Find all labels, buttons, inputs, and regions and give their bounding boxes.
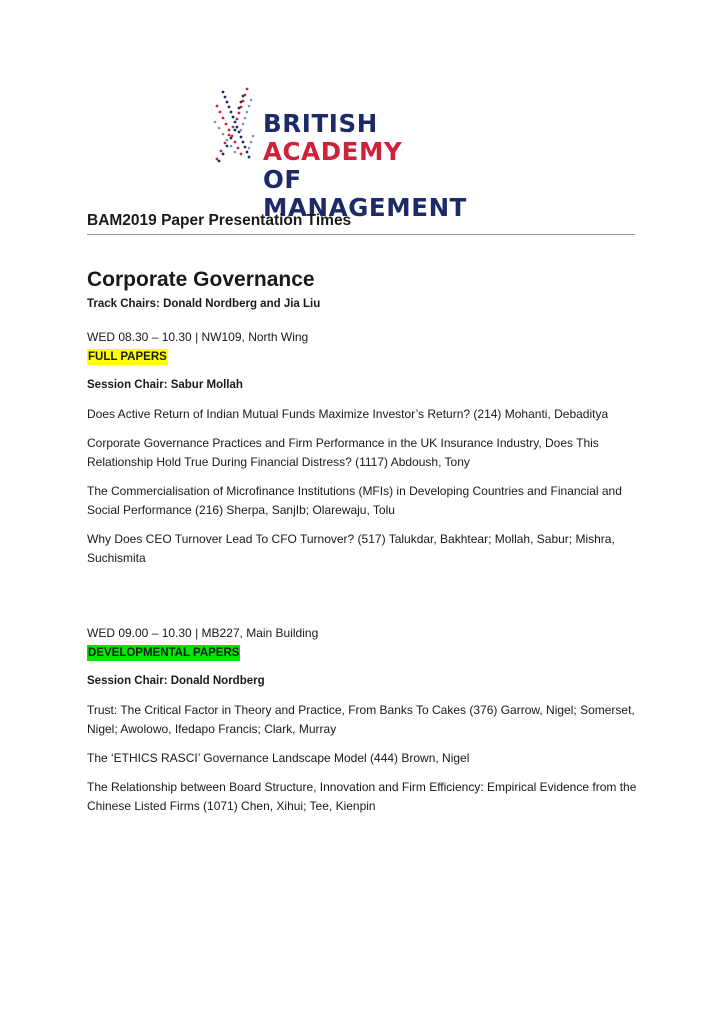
bam-logo-wordmark [263, 110, 513, 222]
session-block [87, 328, 637, 578]
bam-logo [213, 86, 513, 222]
paper-entry: Trust: The Critical Factor in Theory and Practice, From Banks To Cakes (376) Garrow, Nigel; Somerset, Nigel; Awolowo, Ifedapo Francis; Clark, Murray [87, 703, 635, 736]
paper-entry: The ‘ETHICS RASCI’ Governance Landscape Model (444) Brown, Nigel [87, 751, 470, 765]
paper-entry: The Relationship between Board Structure, Innovation and Firm Efficiency: Empirical Evidence from the Chinese Listed Firms (1071) Chen, Xihui; Tee, Kienpin [87, 780, 637, 813]
track-chairs: Track Chairs: Donald Nordberg and Jia Liu [87, 298, 321, 310]
document-title: BAM2019 Paper Presentation Times [87, 212, 352, 229]
session-chair: Session Chair: Sabur Mollah [87, 379, 243, 391]
paper-entry: Why Does CEO Turnover Lead To CFO Turnover? (517) Talukdar, Bakhtear; Mollah, Sabur; Mishra, Suchismita [87, 532, 615, 565]
bam-logo-mark-icon [213, 86, 255, 164]
paper-entry: The Commercialisation of Microfinance Institutions (MFIs) in Developing Countries and Financial and Social Performance (216) Sherpa, SanjIb; Olarewaju, Tolu [87, 484, 622, 517]
paper-entry: Corporate Governance Practices and Firm Performance in the UK Insurance Industry, Does This Relationship Hold True During Financial Distress? (1117) Abdoush, Tony [87, 436, 599, 469]
paper-entry: Does Active Return of Indian Mutual Funds Maximize Investor’s Return? (214) Mohanti, Debaditya [87, 407, 609, 421]
session-type-badge: DEVELOPMENTAL PAPERS [88, 647, 240, 659]
session-chair: Session Chair: Donald Nordberg [87, 675, 265, 687]
track-title: Corporate Governance [87, 268, 315, 291]
logo-of-management: OF MANAGEMENT [263, 165, 467, 222]
session-time-location: WED 09.00 – 10.30 | MB227, Main Building [87, 626, 319, 640]
title-divider [87, 234, 635, 235]
logo-academy: ACADEMY [263, 137, 403, 166]
session-block [87, 624, 637, 826]
session-type-badge: FULL PAPERS [88, 351, 167, 363]
logo-british: BRITISH [263, 109, 378, 138]
session-time-location: WED 08.30 – 10.30 | NW109, North Wing [87, 330, 309, 344]
